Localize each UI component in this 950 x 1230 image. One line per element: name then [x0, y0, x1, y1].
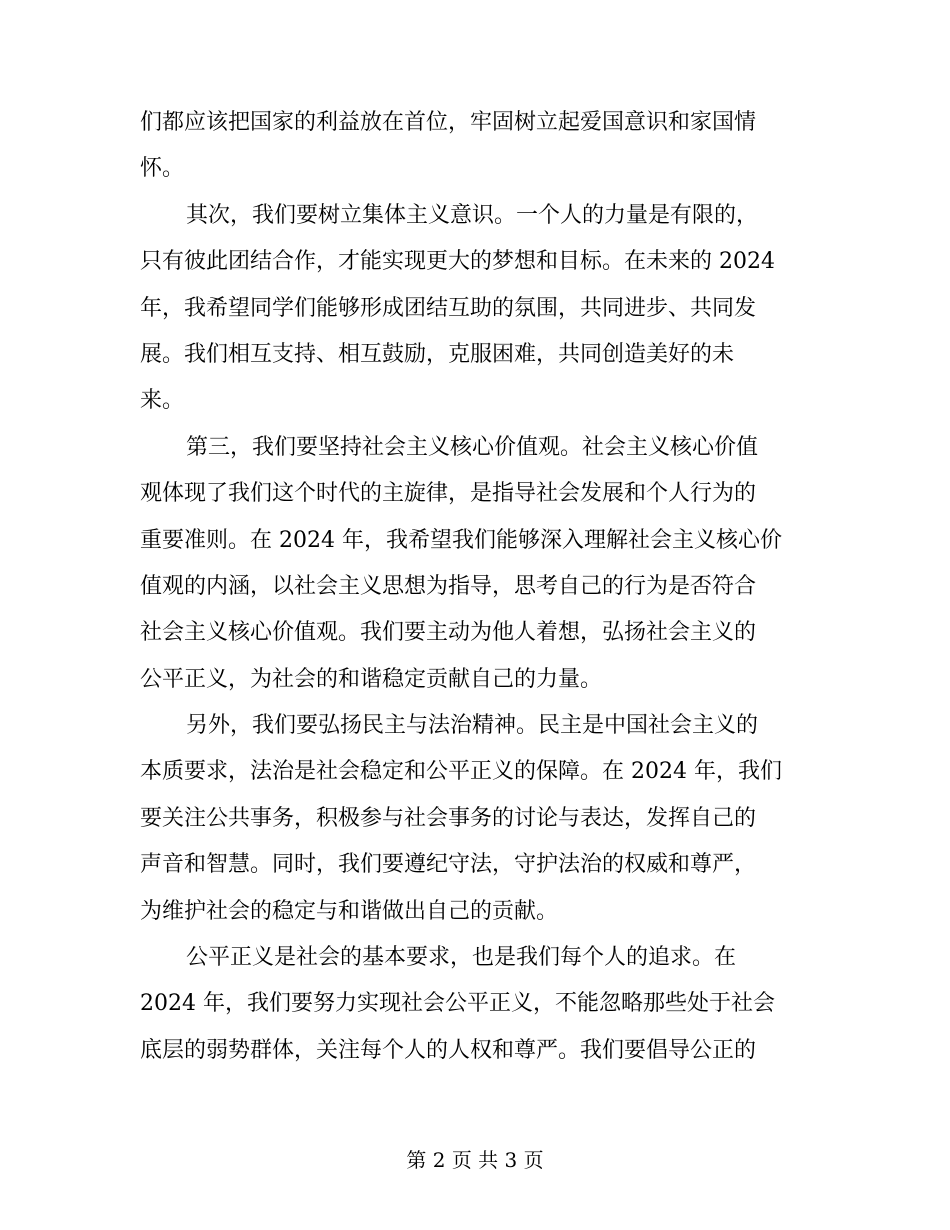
text-line: 年，我希望同学们能够形成团结互助的氛围，共同进步、共同发 [140, 295, 757, 321]
text-line: 社会主义核心价值观。我们要主动为他人着想，弘扬社会主义的 [140, 620, 757, 646]
text-line: 2024 年，我们要努力实现社会公平正义，不能忽略那些处于社会 [140, 991, 775, 1017]
text-line: 只有彼此团结合作，才能实现更大的梦想和目标。在未来的 2024 [140, 249, 775, 275]
text-line: 们都应该把国家的利益放在首位，牢固树立起爱国意识和家国情 [140, 110, 757, 135]
text-line: 为维护社会的稳定与和谐做出自己的贡献。 [140, 898, 559, 924]
text-line: 展。我们相互支持、相互鼓励，克服困难，共同创造美好的未 [140, 341, 735, 367]
text-line: 要关注公共事务，积极参与社会事务的讨论与表达，发挥自己的 [140, 805, 757, 831]
text-line: 公平正义，为社会的和谐稳定贡献自己的力量。 [140, 666, 603, 692]
paragraph-start-line: 另外，我们要弘扬民主与法治精神。民主是中国社会主义的 [186, 713, 759, 739]
text-line: 怀。 [140, 156, 185, 182]
text-line: 本质要求，法治是社会稳定和公平正义的保障。在 2024 年，我们 [140, 759, 782, 785]
paragraph-start-line: 公平正义是社会的基本要求，也是我们每个人的追求。在 [186, 945, 737, 971]
page-number-footer: 第 2 页 共 3 页 [406, 1148, 544, 1172]
text-line: 声音和智慧。同时，我们要遵纪守法，守护法治的权威和尊严， [140, 852, 757, 878]
text-line: 底层的弱势群体，关注每个人的人权和尊严。我们要倡导公正的 [140, 1037, 757, 1063]
body-text [140, 100, 810, 1074]
text-line: 来。 [140, 388, 185, 414]
text-line: 重要准则。在 2024 年，我希望我们能够深入理解社会主义核心价 [140, 527, 782, 553]
text-line: 观体现了我们这个时代的主旋律，是指导社会发展和个人行为的 [140, 481, 757, 507]
paragraph-start-line: 第三，我们要坚持社会主义核心价值观。社会主义核心价值 [186, 434, 759, 460]
paragraph-start-line: 其次，我们要树立集体主义意识。一个人的力量是有限的， [186, 202, 759, 228]
text-line: 值观的内涵，以社会主义思想为指导，思考自己的行为是否符合 [140, 573, 757, 599]
